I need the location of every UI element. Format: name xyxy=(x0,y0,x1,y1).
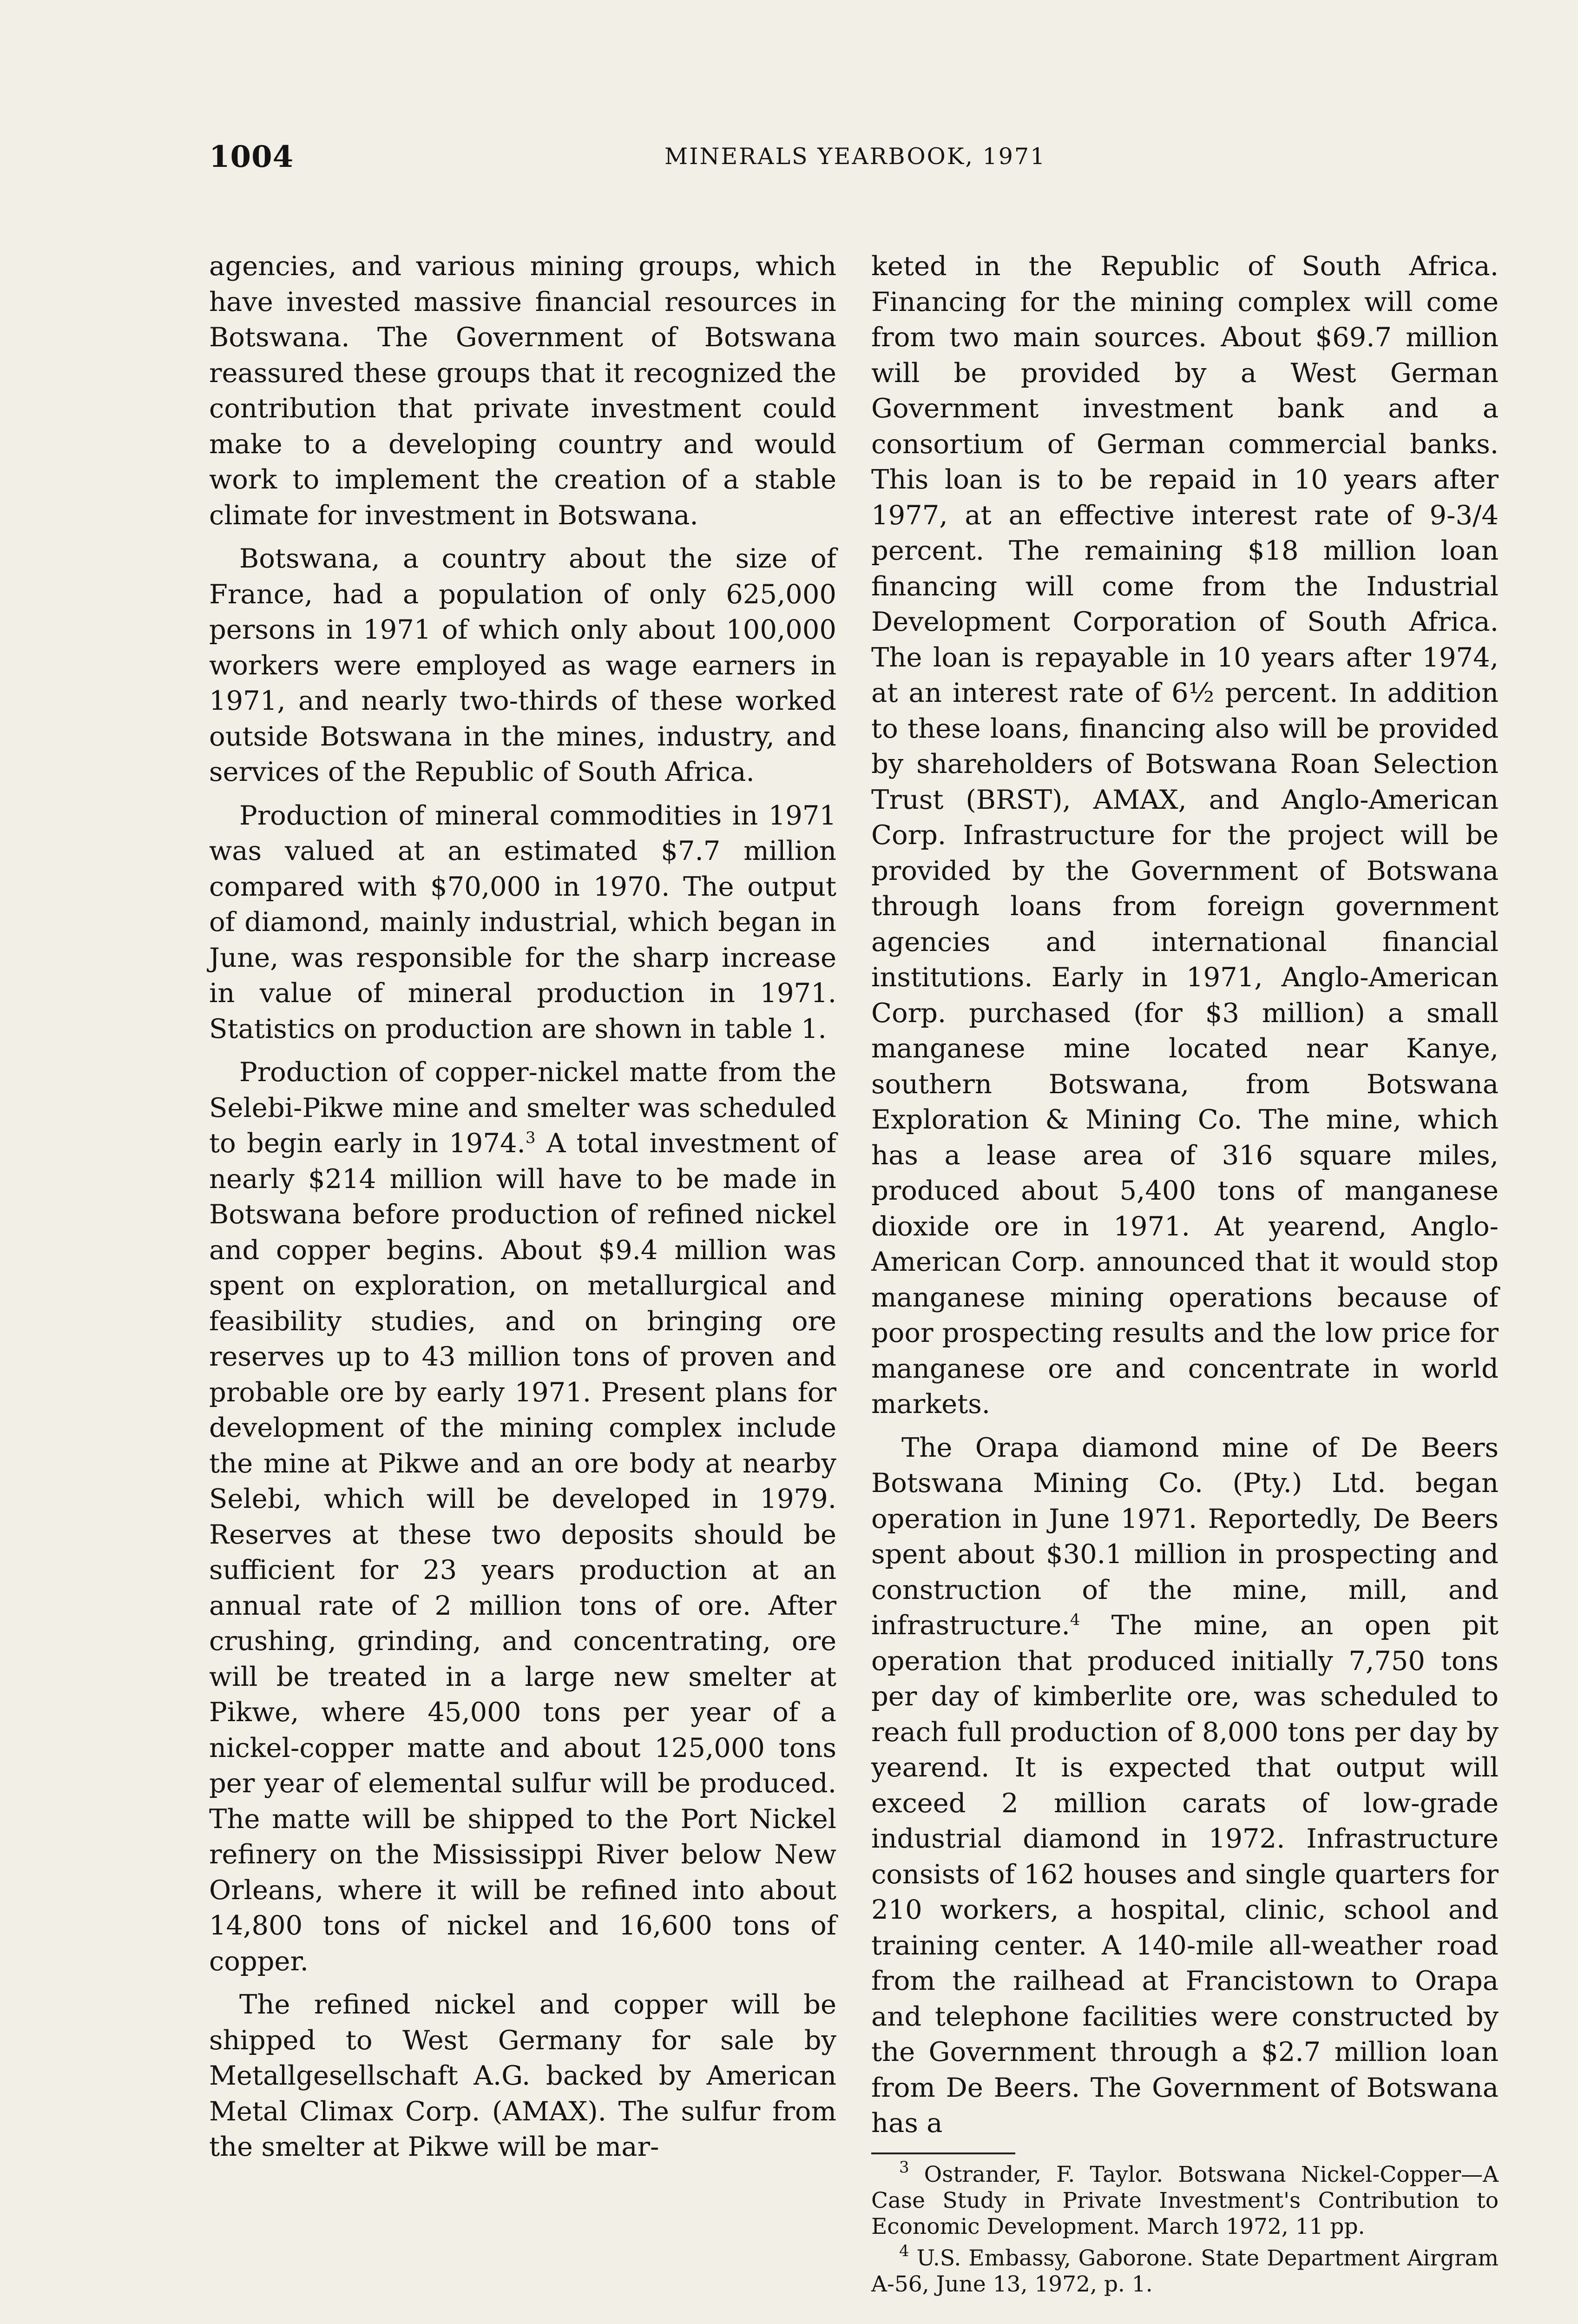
running-title: MINERALS YEARBOOK, 1971 xyxy=(664,143,1046,170)
paragraph-continued-financing: keted in the Republic of South Africa. Financing for the mining complex will come from two main sources. About $69.7 million will be provided by a West German Government investment bank and a consortium of German commercial banks. This loan is to be repaid in 10 years after 1977, at an effective interest rate of 9-3/4 percent. The remaining $18 million loan financing will come from the Industrial Development Corporation of South Africa. The loan is repayable in 10 years after 1974, at an interest rate of 6½ percent. In addition to these loans, financing also will be provided by shareholders of Botswana Roan Selection Trust (BRST), AMAX, and Anglo-American Corp. Infrastructure for the project will be provided by the Government of Botswana through loans from foreign government agencies and international financial institutions. Early in 1971, Anglo-American Corp. purchased (for $3 million) a small manganese mine located near Kanye, southern Botswana, from Botswana Exploration & Mining Co. The mine, which has a lease area of 316 square miles, produced about 5,400 tons of manganese dioxide ore in 1971. At yearend, Anglo-American Corp. announced that it would stop manganese mining operations because of poor prospecting results and the low price for manganese ore and concentrate in world markets. xyxy=(871,251,1499,1419)
footnote-number: 4 xyxy=(899,2241,909,2260)
paragraph-orapa-text-b: The mine, an open pit operation that produced initially 7,750 tons per day of kimberlite ore, was scheduled to reach full production of 8,000 tons per day by yearend. It is expected that output will exceed 2 million carats of low-grade industrial diamond in 1972. Infrastructure consists of 162 houses and single quarters for 210 workers, a hospital, clinic, school and training center. A 140-mile all-weather road from the railhead at Francistown to Orapa and telephone facilities were constructed by the Government through a $2.7 million loan from De Beers. The Government of Botswana has a xyxy=(871,1610,1499,2139)
paragraph-orapa-diamond xyxy=(871,1430,1499,2141)
page-header xyxy=(209,139,1496,191)
footnote-text: Ostrander, F. Taylor. Botswana Nickel-Copper—A Case Study in Private Investment's Contribution to Economic Development. March 1972, 11 pp. xyxy=(871,2161,1499,2239)
paragraph-selebi-pikwe-text-b: A total investment of nearly $214 million will have to be made in Botswana before production of refined nickel and copper begins. About $9.4 million was spent on exploration, on metallurgical and feasibility studies, and on bringing ore reserves up to 43 million tons of proven and probable ore by early 1971. Present plans for development of the mining complex include the mine at Pikwe and an ore body at nearby Selebi, which will be developed in 1979. Reserves at these two deposits should be sufficient for 23 years production at an annual rate of 2 million tons of ore. After crushing, grinding, and concentrating, ore will be treated in a large new smelter at Pikwe, where 45,000 tons per year of a nickel-copper matte and about 125,000 tons per year of elemental sulfur will be produced. The matte will be shipped to the Port Nickel refinery on the Mississippi River below New Orleans, where it will be refined into about 14,800 tons of nickel and 16,600 tons of copper. xyxy=(209,1128,836,1977)
paragraph-refined-nickel: The refined nickel and copper will be shipped to West Germany for sale by Metallgesellschaft A.G. backed by American Metal Climax Corp. (AMAX). The sulfur from the smelter at Pikwe will be mar- xyxy=(209,1989,836,2162)
footnote-text: U.S. Embassy, Gaborone. State Department Airgram A-56, June 13, 1972, p. 1. xyxy=(871,2245,1499,2297)
paragraph-continued-agencies: agencies, and various mining groups, which have invested massive financial resources in Botswana. The Government of Botswana reassured these groups that it recognized the contribution that private investment could make to a developing country and would work to implement the creation of a stable climate for investment in Botswana. xyxy=(209,251,836,531)
page-number: 1004 xyxy=(209,139,294,174)
footnote-ref-3: 3 xyxy=(525,1129,536,1147)
left-column xyxy=(209,249,836,2173)
paragraph-production-value: Production of mineral commodities in 1971 was valued at an estimated $7.7 million compared with $70,000 in 1970. The output of diamond, mainly industrial, which began in June, was responsible for the sharp increase in value of mineral production in 1971. Statistics on production are shown in table 1. xyxy=(209,799,836,1044)
paragraph-population: Botswana, a country about the size of France, had a population of only 625,000 persons in 1971 of which only about 100,000 workers were employed as wage earners in 1971, and nearly two-thirds of these worked outside Botswana in the mines, industry, and services of the Republic of South Africa. xyxy=(209,543,836,787)
paragraph-selebi-pikwe-text-a: Production of copper-nickel matte from the Selebi-Pikwe mine and smelter was scheduled to begin early in 1974. xyxy=(209,1056,836,1159)
footnote-divider xyxy=(871,2152,1015,2154)
footnote-number: 3 xyxy=(899,2158,909,2177)
paragraph-orapa-text-a: The Orapa diamond mine of De Beers Botswana Mining Co. (Pty.) Ltd. began operation in June 1971. Reportedly, De Beers spent about $30.1 million in prospecting and construction of the mine, mill, and infrastructure. xyxy=(871,1432,1499,1641)
paragraph-selebi-pikwe xyxy=(209,1055,836,1979)
footnotes xyxy=(871,2158,1499,2298)
footnote-3 xyxy=(871,2158,1499,2240)
footnote-ref-4: 4 xyxy=(1070,1611,1080,1629)
footnote-4 xyxy=(871,2241,1499,2298)
right-column xyxy=(871,249,1499,2303)
